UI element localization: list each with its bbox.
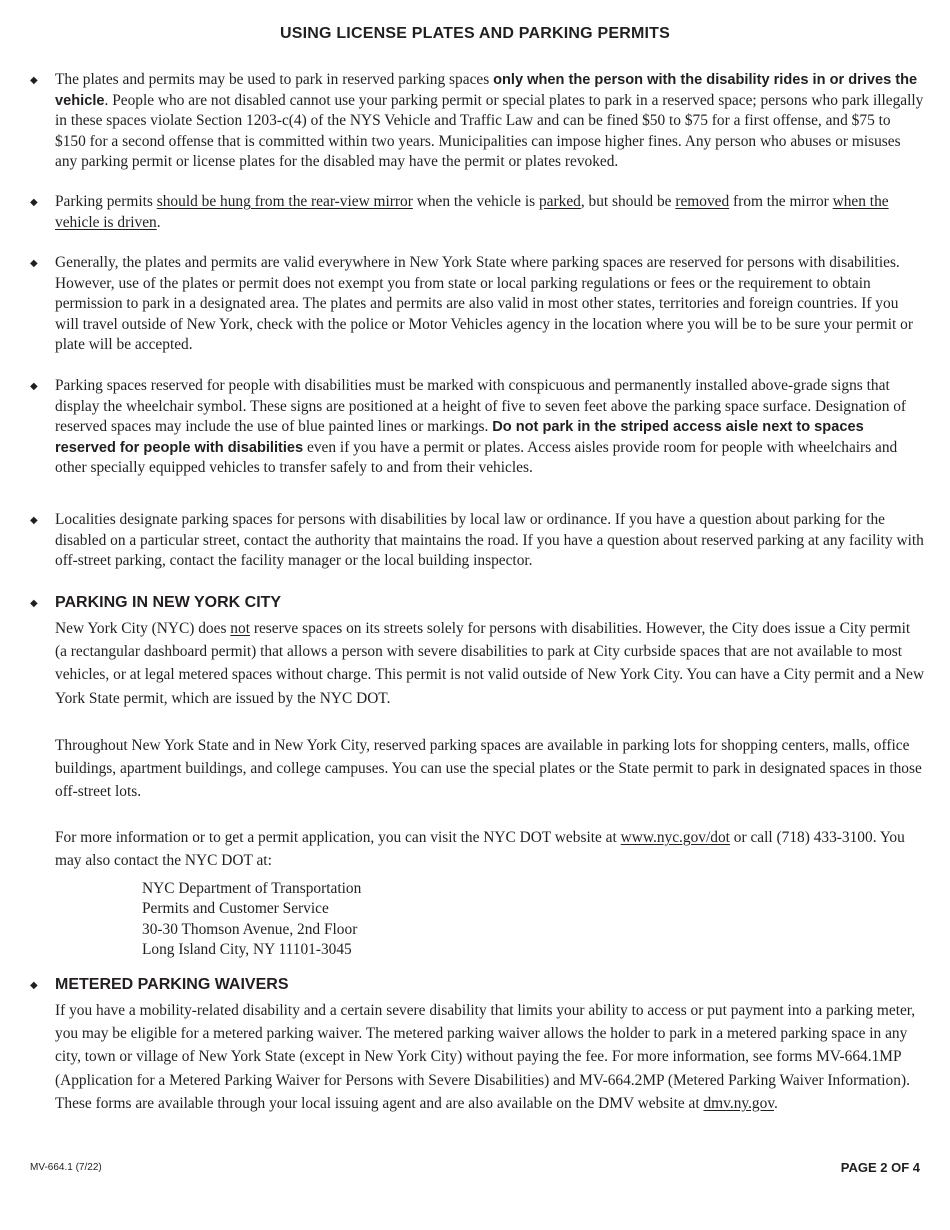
emphasis-text: only when the person with the disability rides in or drives the vehicle [55,72,918,109]
address-line: Long Island City, NY 11101-3045 [142,941,352,959]
page-number: PAGE 2 OF 4 [840,1160,920,1175]
nyc-paragraph-1: New York City (NYC) does not reserve spaces on its streets solely for persons with disabilities. However, the City does issue a City permit (a rectangular dashboard permit) that allows a person with severe disabilities to park at City curbside spaces that are not available to most vehicles, or at legal metered spaces without charge. This permit is not valid outside of New York City. You can have a City permit and a New York State permit, which are issued by the NYC DOT. [55,620,925,707]
nyc-dot-website-link[interactable]: www.nyc.gov/dot [620,829,730,846]
underlined-text: when the vehicle is driven [55,193,889,231]
bullet-icon: ◆ [30,598,38,609]
bullet-icon: ◆ [30,197,38,208]
address-line: 30-30 Thomson Avenue, 2nd Floor [142,920,358,938]
bullet-paragraph-reserved-use: The plates and permits may be used to park in reserved parking spaces only when the person with the disability rides in or drives the vehicle. People who are not disabled cannot use your parking permit or special plates to park in a reserved space; persons who park illegally in these spaces violate Section 1203-c(4) of the NYS Vehicle and Traffic Law and can be fined $50 to $75 for a first offense, and $75 to $150 for a second offense that is committed within two years. Municipalities can impose higher fines. Any person who abuses or misuses any parking permit or license plates for the disabled may have the permit or plates revoked. [55,71,924,171]
bullet-icon: ◆ [30,980,38,991]
section-heading-metered: METERED PARKING WAIVERS [55,976,289,993]
page-title: USING LICENSE PLATES AND PARKING PERMITS [280,25,670,42]
section-heading-nyc: PARKING IN NEW YORK CITY [55,594,282,611]
bullet-paragraph-localities: Localities designate parking spaces for persons with disabilities by local law or ordinance. If you have a question about parking for the disabled on a particular street, contact the authority that maintains the road. If you have a question about reserved parking at any facility with off-street parking, contact the facility manager or the local building inspector. [55,511,924,570]
underlined-text: parked [538,193,581,210]
nyc-paragraph-2: Throughout New York State and in New York City, reserved parking spaces are available in parking lots for shopping centers, malls, office buildings, apartment buildings, and college campuses. You can use the special plates or the State permit to park in designated spaces in those off-street lots. [55,737,922,801]
emphasis-text: Do not park in the striped access aisle next to spaces reserved for people with disabilities [55,419,864,456]
address-line: NYC Department of Transportation [142,880,362,897]
address-line: Permits and Customer Service [142,900,329,918]
underlined-text: should be hung from the rear-view mirror [156,193,413,210]
bullet-icon: ◆ [30,515,38,526]
bullet-paragraph-reserved-signs: Parking spaces reserved for people with disabilities must be marked with conspicuous and permanently installed above-grade signs that display the wheelchair symbol. These signs are positioned at a height of five to seven feet above the parking space surface. Designation of reserved spaces may include the use of blue painted lines or markings. Do not park in the striped access aisle next to spaces reserved for people with disabilities even if you have a permit or plates. Access aisles provide room for people with wheelchairs and other specially equipped vehicles to transfer safely to and from their vehicles. [55,377,907,477]
nyc-paragraph-3: For more information or to get a permit application, you can visit the NYC DOT website at www.nyc.gov/dot or call (718) 433-3100. You may also contact the NYC DOT at: [55,829,905,870]
underlined-text: removed [675,193,730,210]
dmv-website-link[interactable]: dmv.ny.gov [703,1094,775,1112]
bullet-paragraph-hanging-permit: Parking permits should be hung from the rear-view mirror when the vehicle is parked, but should be removed from the mirror when the vehicle is driven. [55,193,889,231]
bullet-icon: ◆ [30,381,38,392]
underlined-text: not [230,620,250,637]
bullet-icon: ◆ [30,258,38,269]
bullet-icon: ◆ [30,75,38,86]
form-id: MV-664.1 (7/22) [30,1162,102,1173]
nyc-dot-address [142,879,361,961]
metered-paragraph: If you have a mobility-related disability and a certain severe disability that limits your ability to access or put payment into a parking meter, you may be eligible for a metered parking waiver. The metered parking waiver allows the holder to park in a metered parking space in any city, town or village of New York State (except in New York City) without paying the fee. For more information, see forms MV-664.1MP (Application for a Metered Parking Waiver for Persons with Severe Disabilities) and MV-664.2MP (Metered Parking Waiver Information). These forms are available through your local issuing agent and are also available on the DMV website at dmv.ny.gov. [55,1002,916,1112]
bullet-paragraph-validity: Generally, the plates and permits are valid everywhere in New York State where parking spaces are reserved for persons with disabilities. However, use of the plates or permit does not exempt you from state or local parking regulations or fees or the requirement to obtain permission to park in a designated area. The plates and permits are also valid in most other states, territories and foreign countries. If you will travel outside of New York, check with the police or Motor Vehicles agency in the location where you will be to be sure your permit or plate will be accepted. [55,254,913,354]
